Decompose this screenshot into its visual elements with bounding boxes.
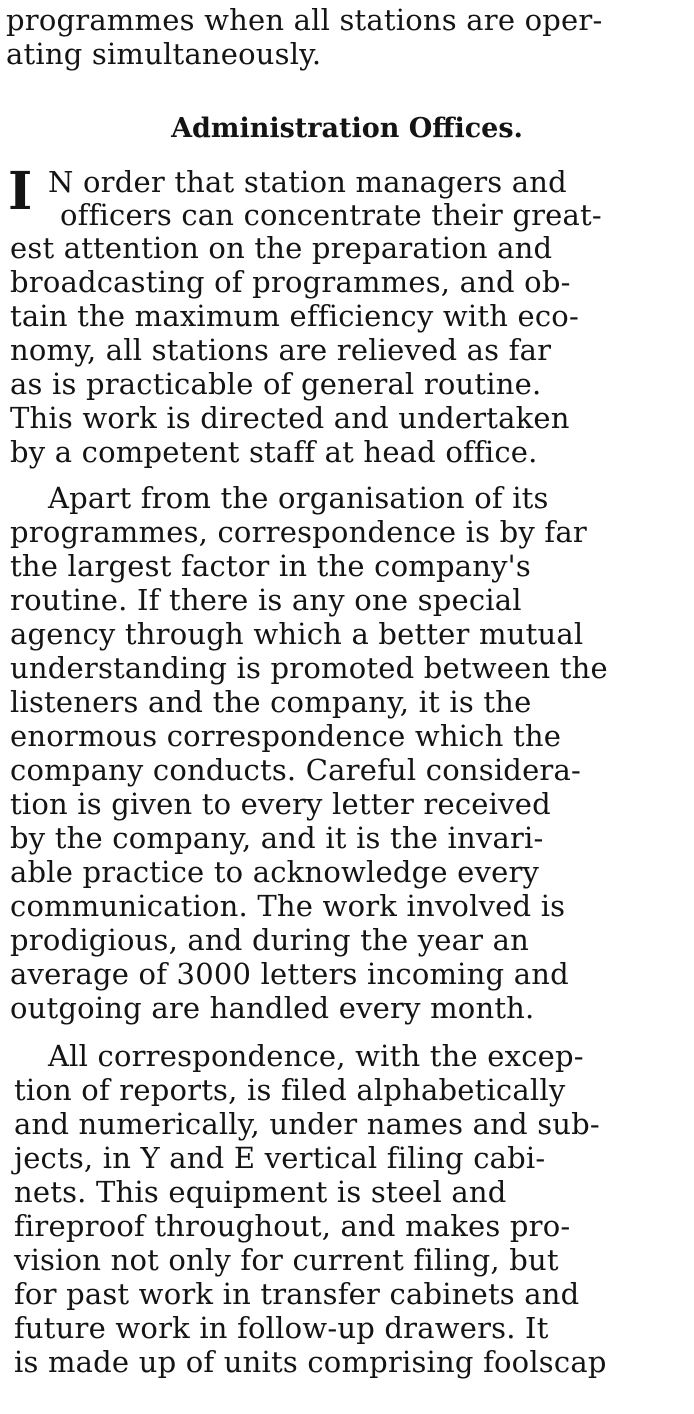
section-heading: Administration Offices. [171, 113, 523, 144]
paragraph-2-line: by the company, and it is the invari- [10, 821, 544, 855]
paragraph-1-line: This work is directed and undertaken [10, 401, 570, 435]
paragraph-2-line: communication. The work involved is [10, 889, 566, 923]
drop-cap: I [8, 161, 33, 222]
paragraph-2-line: average of 3000 letters incoming and [10, 957, 569, 991]
paragraph-1-line: nomy, all stations are relieved as far [10, 333, 552, 367]
paragraph-2-line: enormous correspondence which the [10, 719, 562, 753]
intro-line-2: ating simultaneously. [6, 37, 322, 71]
paragraph-3-line: nets. This equipment is steel and [14, 1175, 507, 1209]
paragraph-2-line: the largest factor in the company's [10, 549, 531, 583]
paragraph-2-line: able practice to acknowledge every [10, 855, 540, 889]
paragraph-2-line: programmes, correspondence is by far [10, 515, 587, 549]
paragraph-1-line: as is practicable of general routine. [10, 367, 542, 401]
paragraph-3-line: jects, in Y and E vertical filing cabi- [14, 1141, 546, 1175]
paragraph-2-line: tion is given to every letter received [10, 787, 551, 821]
paragraph-1-line: officers can concentrate their great- [60, 198, 602, 232]
paragraph-1-first-line: N order that station managers and [48, 165, 567, 199]
paragraph-2-line: Apart from the organisation of its [48, 481, 549, 515]
paragraph-3-line: future work in follow-up drawers. It [14, 1311, 549, 1345]
paragraph-2-line: understanding is promoted between the [10, 651, 608, 685]
paragraph-3-line: is made up of units comprising foolscap [14, 1345, 607, 1379]
paragraph-2-line: routine. If there is any one special [10, 583, 522, 617]
paragraph-1-line: est attention on the preparation and [10, 231, 553, 265]
paragraph-2-line: prodigious, and during the year an [10, 923, 530, 957]
paragraph-3-line: tion of reports, is filed alphabetically [14, 1073, 566, 1107]
paragraph-1-line: tain the maximum efficiency with eco- [10, 299, 579, 333]
paragraph-2-line: outgoing are handled every month. [10, 991, 535, 1025]
paragraph-3-line: for past work in transfer cabinets and [14, 1277, 580, 1311]
paragraph-1-line: by a competent staff at head office. [10, 435, 538, 469]
intro-line-1: programmes when all stations are oper- [6, 3, 603, 37]
paragraph-1-line: broadcasting of programmes, and ob- [10, 265, 571, 299]
paragraph-3-line: All correspondence, with the excep- [48, 1039, 584, 1073]
paragraph-3-line: fireproof throughout, and makes pro- [14, 1209, 571, 1243]
paragraph-3-line: vision not only for current filing, but [14, 1243, 559, 1277]
paragraph-3-line: and numerically, under names and sub- [14, 1107, 600, 1141]
paragraph-2-line: company conducts. Careful considera- [10, 753, 581, 787]
paragraph-2-line: listeners and the company, it is the [10, 685, 532, 719]
paragraph-2-line: agency through which a better mutual [10, 617, 584, 651]
